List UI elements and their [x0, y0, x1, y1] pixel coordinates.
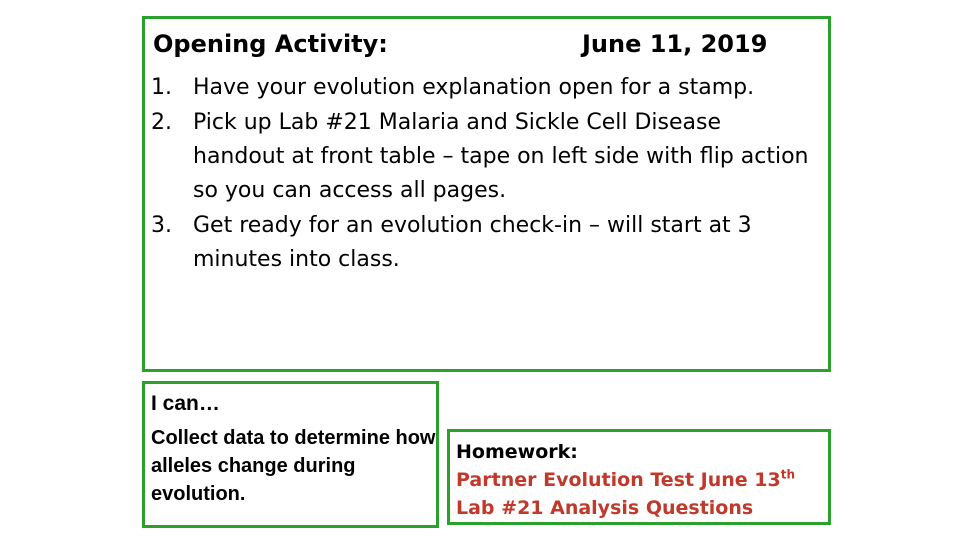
homework-item: Lab #21 Analysis Questions	[456, 497, 754, 519]
activity-date: June 11, 2019	[582, 30, 768, 58]
activity-item	[151, 209, 811, 277]
activity-item-text: Get ready for an evolution check-in – will start at 3 minutes into class.	[193, 213, 752, 272]
opening-activity-box	[142, 16, 831, 372]
homework-item-text: Partner Evolution Test June 13	[456, 469, 781, 491]
ordinal-suffix: th	[780, 467, 796, 482]
activity-item-number: 2.	[151, 110, 172, 135]
activity-item-text: Have your evolution explanation open for a stamp.	[193, 75, 755, 100]
homework-heading: Homework:	[456, 441, 578, 463]
activity-item-number: 1.	[151, 75, 172, 100]
activity-item-number: 3.	[151, 213, 172, 238]
homework-item	[456, 466, 795, 494]
learning-target-text: Collect data to determine how alleles change during evolution.	[151, 427, 436, 505]
i-can-box	[142, 381, 439, 528]
homework-box	[447, 429, 831, 525]
activity-list	[151, 71, 811, 278]
i-can-heading: I can…	[151, 392, 220, 415]
opening-activity-title: Opening Activity:	[153, 30, 388, 58]
activity-item-text: Pick up Lab #21 Malaria and Sickle Cell Disease handout at front table – tape on left side with flip action so you can access all pages.	[193, 110, 809, 203]
activity-item	[151, 106, 811, 208]
activity-item	[151, 71, 811, 105]
